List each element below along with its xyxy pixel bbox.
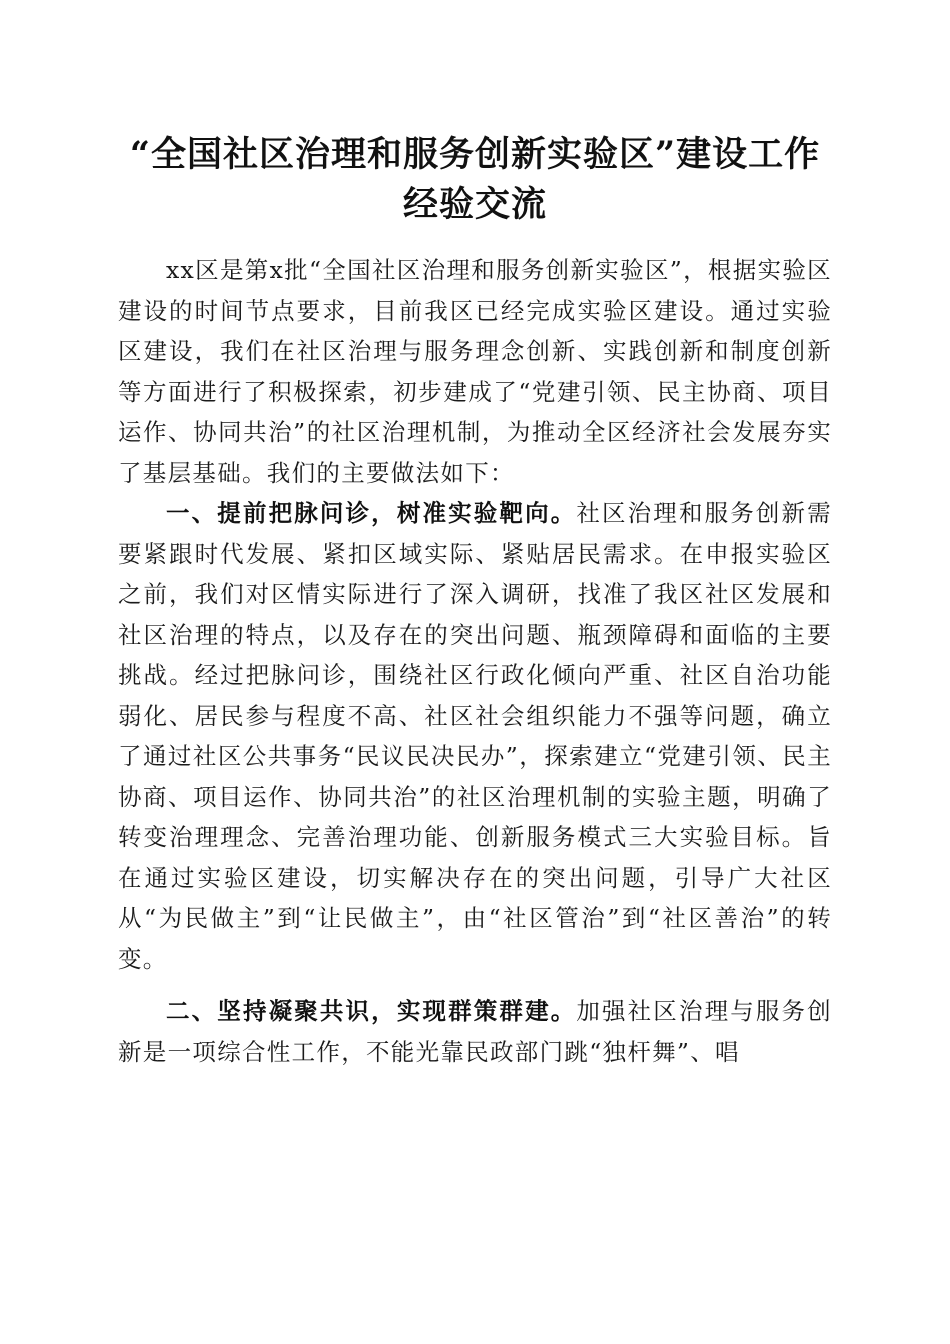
document-body [118, 250, 832, 1072]
section-1-text: 社区治理和服务创新需要紧跟时代发展、紧扣区域实际、紧贴居民需求。在申报实验区之前，我们对区情实际进行了深入调研，找准了我区社区发展和社区治理的特点，以及存在的突出问题、瓶颈障碍和面临的主要挑战。经过把脉问诊，围绕社区行政化倾向严重、社区自治功能弱化、居民参与程度不高、社区社会组织能力不强等问题，确立了通过社区公共事务“民议民决民办”，探索建立“党建引领、民主协商、项目运作、协同共治”的社区治理机制的实验主题，明确了转变治理理念、完善治理功能、创新服务模式三大实验目标。旨在通过实验区建设，切实解决存在的突出问题，引导广大社区从“为民做主”到“让民做主”，由“社区管治”到“社区善治”的转变。 [118, 499, 832, 973]
title-line-2: 经验交流 [402, 184, 547, 225]
section-2-heading: 二、坚持凝聚共识，实现群策群建。 [166, 997, 577, 1025]
section-2-text: 加强社区治理与服务创新是一项综合性工作，不能光靠民政部门跳“独杆舞”、唱 [118, 997, 832, 1066]
paragraph-section-2 [118, 991, 832, 1072]
document-title [120, 130, 830, 230]
title-line-1: “全国社区治理和服务创新实验区”建设工作 [129, 134, 821, 175]
paragraph-section-1 [118, 493, 832, 979]
paragraph-intro [118, 250, 832, 493]
paragraph-intro-text: xx区是第x批“全国社区治理和服务创新实验区”，根据实验区建设的时间节点要求，目前我区已经完成实验区建设。通过实验区建设，我们在社区治理与服务理念创新、实践创新和制度创新等方面进行了积极探索，初步建成了“党建引领、民主协商、项目运作、协同共治”的社区治理机制，为推动全区经济社会发展夯实了基层基础。我们的主要做法如下： [118, 256, 832, 487]
section-1-heading: 一、提前把脉问诊，树准实验靶向。 [166, 499, 577, 527]
